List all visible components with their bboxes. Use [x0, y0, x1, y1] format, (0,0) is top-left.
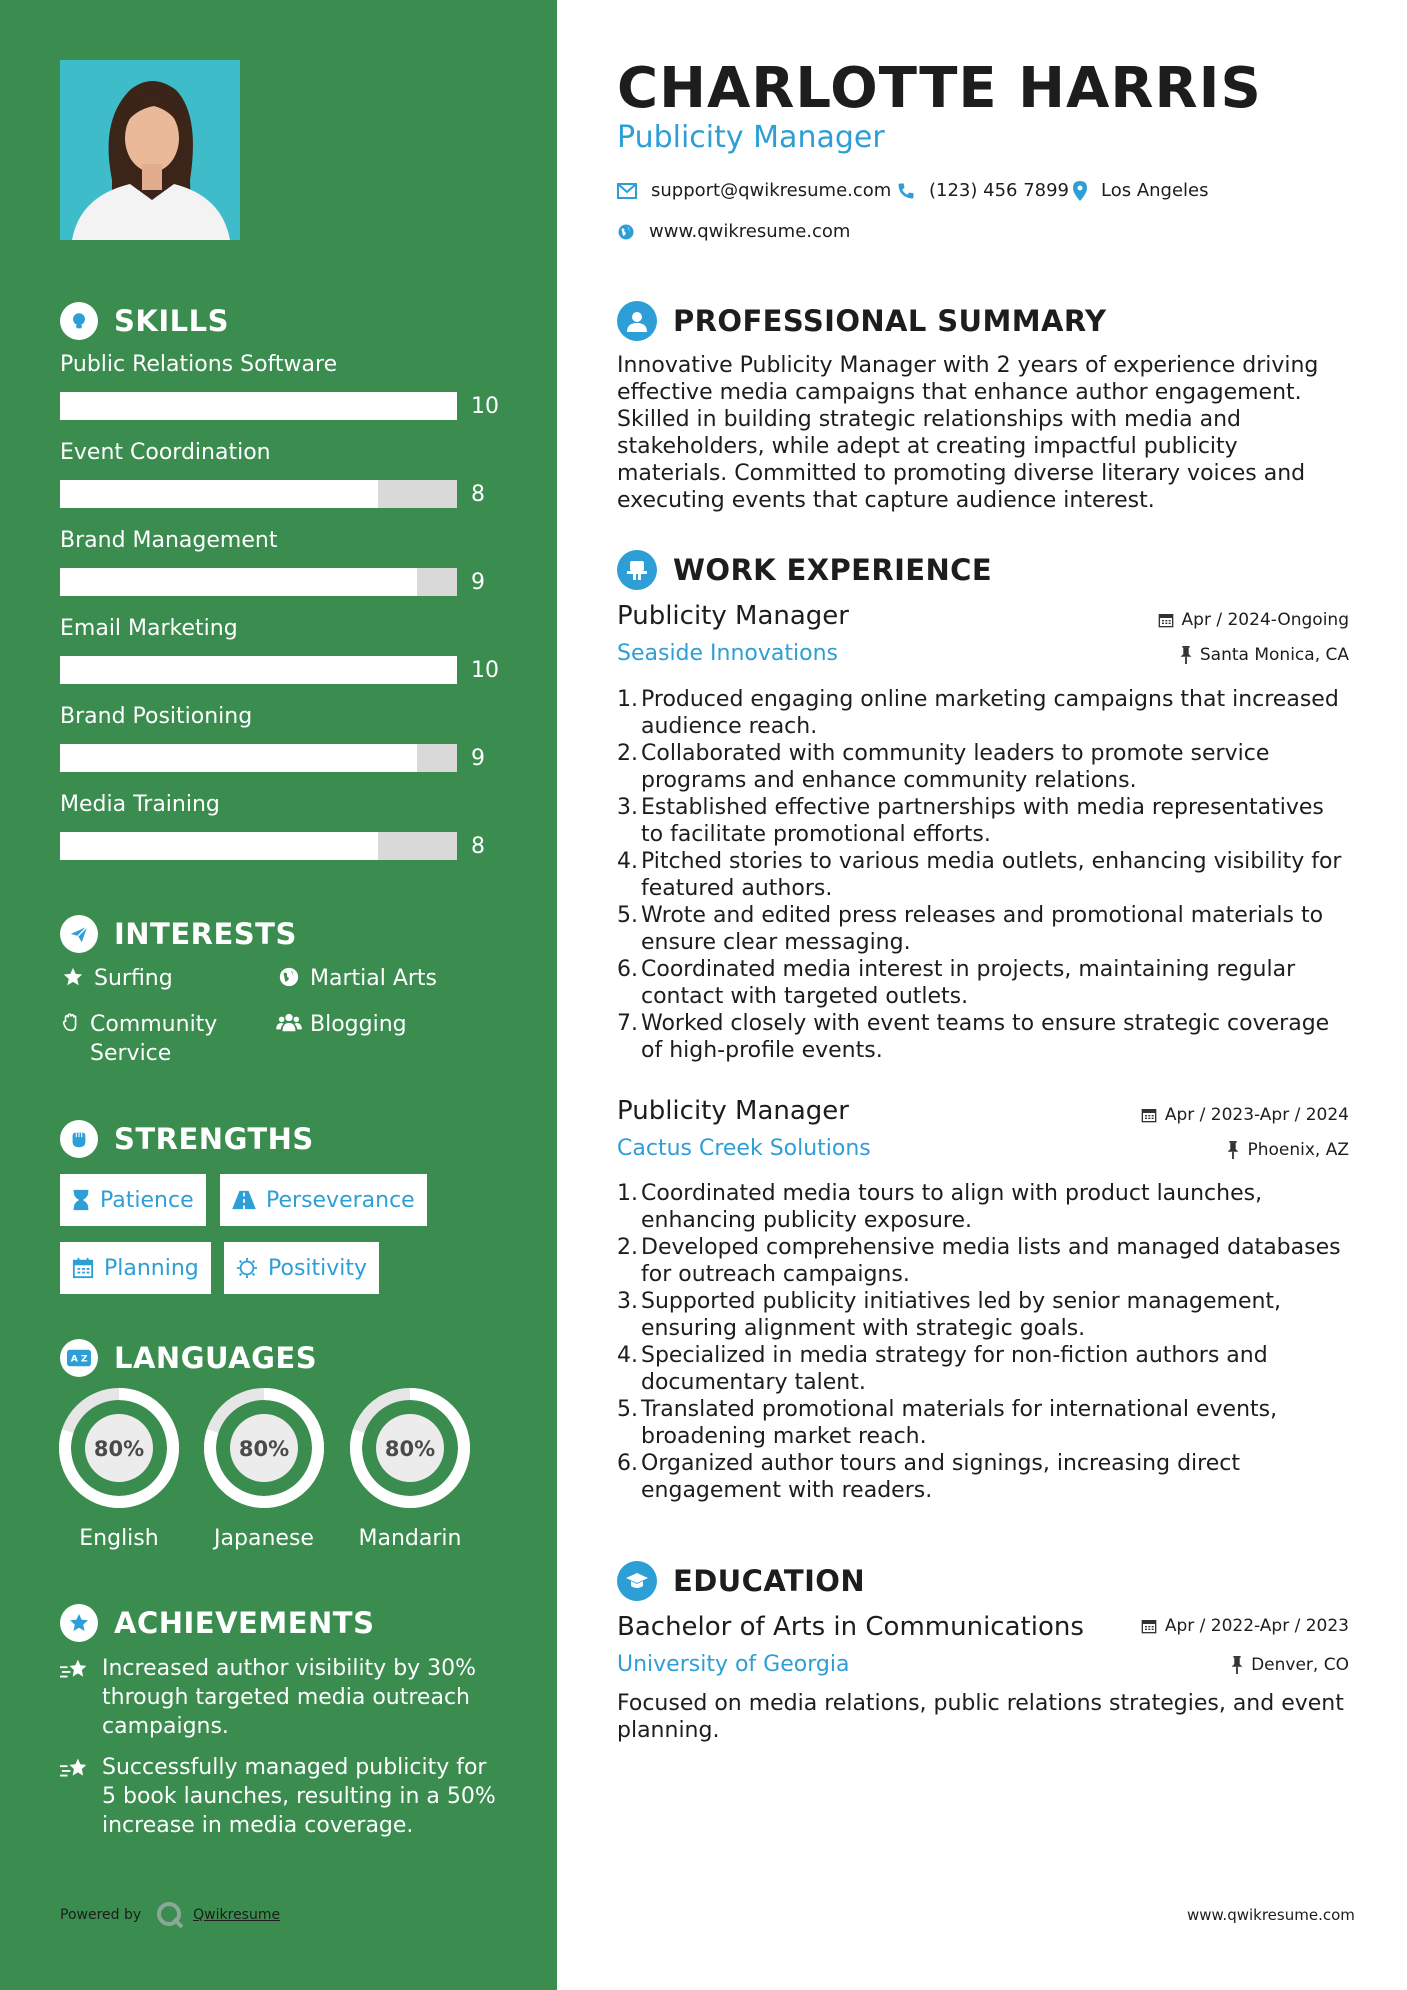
job-location [1227, 1140, 1349, 1160]
contact-email [617, 180, 891, 201]
language-icon [60, 1339, 98, 1377]
list-item: 6. Coordinated media interest in projects, maintaining regular contact with targeted outlets. [617, 956, 1349, 1010]
qwikresume-link[interactable]: Qwikresume [193, 1907, 281, 1923]
envelope-icon [617, 183, 637, 199]
skill-name: Brand Positioning [60, 704, 253, 729]
skill-bar-fill [60, 656, 457, 684]
list-item: 4. Specialized in media strategy for non-fiction authors and documentary talent. [617, 1342, 1349, 1396]
experience-title: WORK EXPERIENCE [673, 553, 993, 587]
bullet-text: Supported publicity initiatives led by senior management, ensuring alignment with strategic goals. [641, 1289, 1282, 1341]
globe-icon [617, 223, 635, 241]
language-ring [57, 1386, 181, 1510]
briefcase-icon [617, 550, 657, 590]
pushpin-icon [1231, 1656, 1243, 1674]
fist-icon [60, 1120, 98, 1158]
strength-label: Planning [104, 1255, 199, 1281]
language-name: Japanese [214, 1526, 314, 1551]
education-dates-text: Apr / 2022-Apr / 2023 [1164, 1616, 1349, 1636]
hand-icon [60, 1010, 82, 1034]
language-name: English [79, 1526, 159, 1551]
skill-name: Media Training [60, 792, 220, 817]
strengths-title: STRENGTHS [114, 1122, 314, 1156]
globe-icon [276, 964, 302, 988]
calendar-icon [1141, 1107, 1157, 1123]
language-percent: 80% [93, 1437, 145, 1461]
list-item: 1. Coordinated media tours to align with product launches, enhancing publicity exposure. [617, 1180, 1349, 1234]
skill-name: Event Coordination [60, 440, 271, 465]
languages-heading [60, 1339, 317, 1377]
strength-label: Positivity [268, 1255, 368, 1281]
skill-value: 8 [471, 482, 485, 507]
bullet-text: Produced engaging online marketing campaigns that increased audience reach. [641, 687, 1339, 739]
skill-bar [60, 832, 457, 860]
contact-phone [897, 180, 1069, 201]
paper-plane-icon [60, 915, 98, 953]
strength-label: Perseverance [266, 1187, 415, 1213]
language-percent: 80% [238, 1437, 290, 1461]
experience-heading [617, 550, 992, 590]
phone-icon [897, 182, 915, 200]
achievements-heading [60, 1604, 374, 1642]
footer-website: www.qwikresume.com [1187, 1906, 1355, 1924]
skill-name: Email Marketing [60, 616, 238, 641]
job-title: Publicity Manager [617, 601, 849, 631]
job-bullet-list [617, 686, 1349, 1064]
bullet-text: Coordinated media interest in projects, maintaining regular contact with targeted outlets. [641, 957, 1296, 1009]
interests-title: INTERESTS [114, 917, 297, 951]
job-location-text: Santa Monica, CA [1199, 645, 1349, 665]
degree-title: Bachelor of Arts in Communications [617, 1612, 1084, 1642]
education-location [1231, 1655, 1349, 1675]
job-dates [1141, 1105, 1349, 1125]
list-item: 2. Collaborated with community leaders to promote service programs and enhance community relations. [617, 740, 1349, 794]
interest-item [60, 1010, 240, 1068]
sidebar [0, 0, 557, 1990]
job-location-text: Phoenix, AZ [1247, 1140, 1349, 1160]
calendar-icon [1141, 1618, 1157, 1634]
bullet-text: Collaborated with community leaders to promote service programs and enhance community relations. [641, 741, 1270, 793]
skill-bar-fill [60, 392, 457, 420]
summary-title: PROFESSIONAL SUMMARY [673, 304, 1107, 338]
road-icon [232, 1190, 256, 1210]
list-item: 5. Translated promotional materials for international events, broadening market reach. [617, 1396, 1349, 1450]
skill-bar [60, 480, 457, 508]
language-percent: 80% [384, 1437, 436, 1461]
qwikresume-logo-icon [155, 1900, 185, 1930]
skill-value: 9 [471, 746, 485, 771]
language-item [348, 1386, 472, 1551]
interest-label: Surfing [94, 966, 173, 991]
job-bullet-list [617, 1180, 1349, 1504]
skill-value: 10 [471, 394, 499, 419]
interest-item [60, 964, 173, 993]
lightbulb-icon [60, 302, 98, 340]
contact-website [617, 221, 850, 242]
achievement-text: Successfully managed publicity for 5 book launches, resulting in a 50% increase in media coverage. [102, 1755, 496, 1838]
job-dates [1158, 610, 1349, 630]
svg-text:Z: Z [80, 1353, 88, 1365]
interest-item [276, 1010, 407, 1039]
location-text: Los Angeles [1101, 180, 1209, 201]
skill-bar-fill [60, 744, 417, 772]
candidate-name: CHARLOTTE HARRIS [617, 56, 1262, 121]
list-item: 5. Wrote and edited press releases and promotional materials to ensure clear messaging. [617, 902, 1349, 956]
language-ring [202, 1386, 326, 1510]
users-icon [276, 1010, 302, 1034]
skill-item [60, 792, 500, 859]
skill-bar [60, 392, 457, 420]
skill-item [60, 704, 500, 771]
skill-value: 8 [471, 834, 485, 859]
interest-item [276, 964, 437, 993]
job-dates-text: Apr / 2024-Ongoing [1181, 610, 1349, 630]
skill-value: 9 [471, 570, 485, 595]
skill-item [60, 440, 500, 507]
list-item: 3. Established effective partnerships with media representatives to facilitate promotional efforts. [617, 794, 1349, 848]
list-item: 4. Pitched stories to various media outlets, enhancing visibility for featured authors. [617, 848, 1349, 902]
calendar-icon [72, 1257, 94, 1279]
list-item: 1. Produced engaging online marketing campaigns that increased audience reach. [617, 686, 1349, 740]
summary-text: Innovative Publicity Manager with 2 years of experience driving effective media campaigns that enhance author engagement. Skilled in building strategic relationships with media and stakeholders, while adept at creating impactful publicity materials. Committed to promoting diverse literary voices and executing events that capture audience interest. [617, 353, 1319, 513]
job-company: Seaside Innovations [617, 641, 838, 666]
job-location [1180, 645, 1349, 665]
phone-text: (123) 456 7899 [929, 180, 1070, 201]
list-item: 2. Developed comprehensive media lists and managed databases for outreach campaigns. [617, 1234, 1349, 1288]
skill-item [60, 616, 500, 683]
language-item [57, 1386, 181, 1551]
strength-tag [220, 1174, 427, 1226]
interest-label: Community Service [90, 1012, 218, 1066]
graduation-cap-icon [617, 1561, 657, 1601]
bullet-text: Wrote and edited press releases and promotional materials to ensure clear messaging. [641, 903, 1324, 955]
achievement-text: Increased author visibility by 30% through targeted media outreach campaigns. [102, 1656, 477, 1739]
achievements-title: ACHIEVEMENTS [114, 1606, 375, 1640]
skill-bar [60, 568, 457, 596]
profile-photo [60, 60, 240, 240]
calendar-icon [1158, 612, 1174, 628]
education-heading [617, 1561, 865, 1601]
interest-label: Blogging [310, 1012, 407, 1037]
skill-name: Public Relations Software [60, 352, 338, 377]
education-dates [1141, 1616, 1349, 1636]
achievement-item [60, 1654, 500, 1741]
hourglass-icon [72, 1189, 90, 1211]
strength-label: Patience [100, 1187, 194, 1213]
skill-item [60, 528, 500, 595]
education-description: Focused on media relations, public relations strategies, and event planning. [617, 1691, 1344, 1743]
svg-text:A: A [70, 1353, 78, 1365]
skill-bar-fill [60, 568, 417, 596]
sun-icon [236, 1257, 258, 1279]
bullet-text: Organized author tours and signings, increasing direct engagement with readers. [641, 1451, 1240, 1503]
interest-label: Martial Arts [310, 966, 438, 991]
job-dates-text: Apr / 2023-Apr / 2024 [1164, 1105, 1349, 1125]
skill-bar-fill [60, 480, 378, 508]
bullet-text: Worked closely with event teams to ensure strategic coverage of high-profile events. [641, 1011, 1330, 1063]
strengths-heading [60, 1120, 314, 1158]
language-ring [348, 1386, 472, 1510]
list-item: 7. Worked closely with event teams to ensure strategic coverage of high-profile events. [617, 1010, 1349, 1064]
skill-bar [60, 656, 457, 684]
job-title: Publicity Manager [617, 1096, 849, 1126]
bullet-text: Specialized in media strategy for non-fiction authors and documentary talent. [641, 1343, 1268, 1395]
user-icon [617, 301, 657, 341]
list-item: 6. Organized author tours and signings, increasing direct engagement with readers. [617, 1450, 1349, 1504]
candidate-title: Publicity Manager [617, 120, 885, 155]
pushpin-icon [1180, 646, 1192, 664]
skill-bar-fill [60, 832, 378, 860]
education-title: EDUCATION [673, 1564, 866, 1598]
languages-title: LANGUAGES [114, 1341, 318, 1375]
website-text: www.qwikresume.com [649, 221, 851, 242]
interests-heading [60, 915, 297, 953]
map-pin-icon [1073, 181, 1087, 201]
list-item: 3. Supported publicity initiatives led by senior management, ensuring alignment with strategic goals. [617, 1288, 1349, 1342]
strength-tag [60, 1242, 211, 1294]
shooting-star-icon [60, 1654, 92, 1741]
language-item [202, 1386, 326, 1551]
skill-bar [60, 744, 457, 772]
skill-item [60, 352, 500, 419]
strength-tag [60, 1174, 206, 1226]
pushpin-icon [1227, 1141, 1239, 1159]
skills-heading [60, 302, 229, 340]
bullet-text: Established effective partnerships with media representatives to facilitate promotional efforts. [641, 795, 1324, 847]
skills-title: SKILLS [114, 304, 229, 338]
email-text: support@qwikresume.com [651, 180, 892, 201]
summary-heading [617, 301, 1106, 341]
job-company: Cactus Creek Solutions [617, 1136, 871, 1161]
achievement-item [60, 1753, 500, 1840]
skill-value: 10 [471, 658, 499, 683]
contact-location [1073, 180, 1209, 201]
bullet-text: Coordinated media tours to align with product launches, enhancing publicity exposure. [641, 1181, 1263, 1233]
language-name: Mandarin [358, 1526, 462, 1551]
powered-by-label: Powered by [60, 1907, 142, 1923]
powered-by [60, 1900, 280, 1930]
skill-name: Brand Management [60, 528, 278, 553]
award-star-icon [60, 1604, 98, 1642]
bullet-text: Translated promotional materials for international events, broadening market reach. [641, 1397, 1278, 1449]
star-icon [60, 964, 86, 988]
education-location-text: Denver, CO [1251, 1655, 1349, 1675]
strength-tag [224, 1242, 379, 1294]
school-name: University of Georgia [617, 1652, 850, 1677]
bullet-text: Pitched stories to various media outlets, enhancing visibility for featured authors. [641, 849, 1342, 901]
shooting-star-icon [60, 1753, 92, 1840]
bullet-text: Developed comprehensive media lists and managed databases for outreach campaigns. [641, 1235, 1341, 1287]
